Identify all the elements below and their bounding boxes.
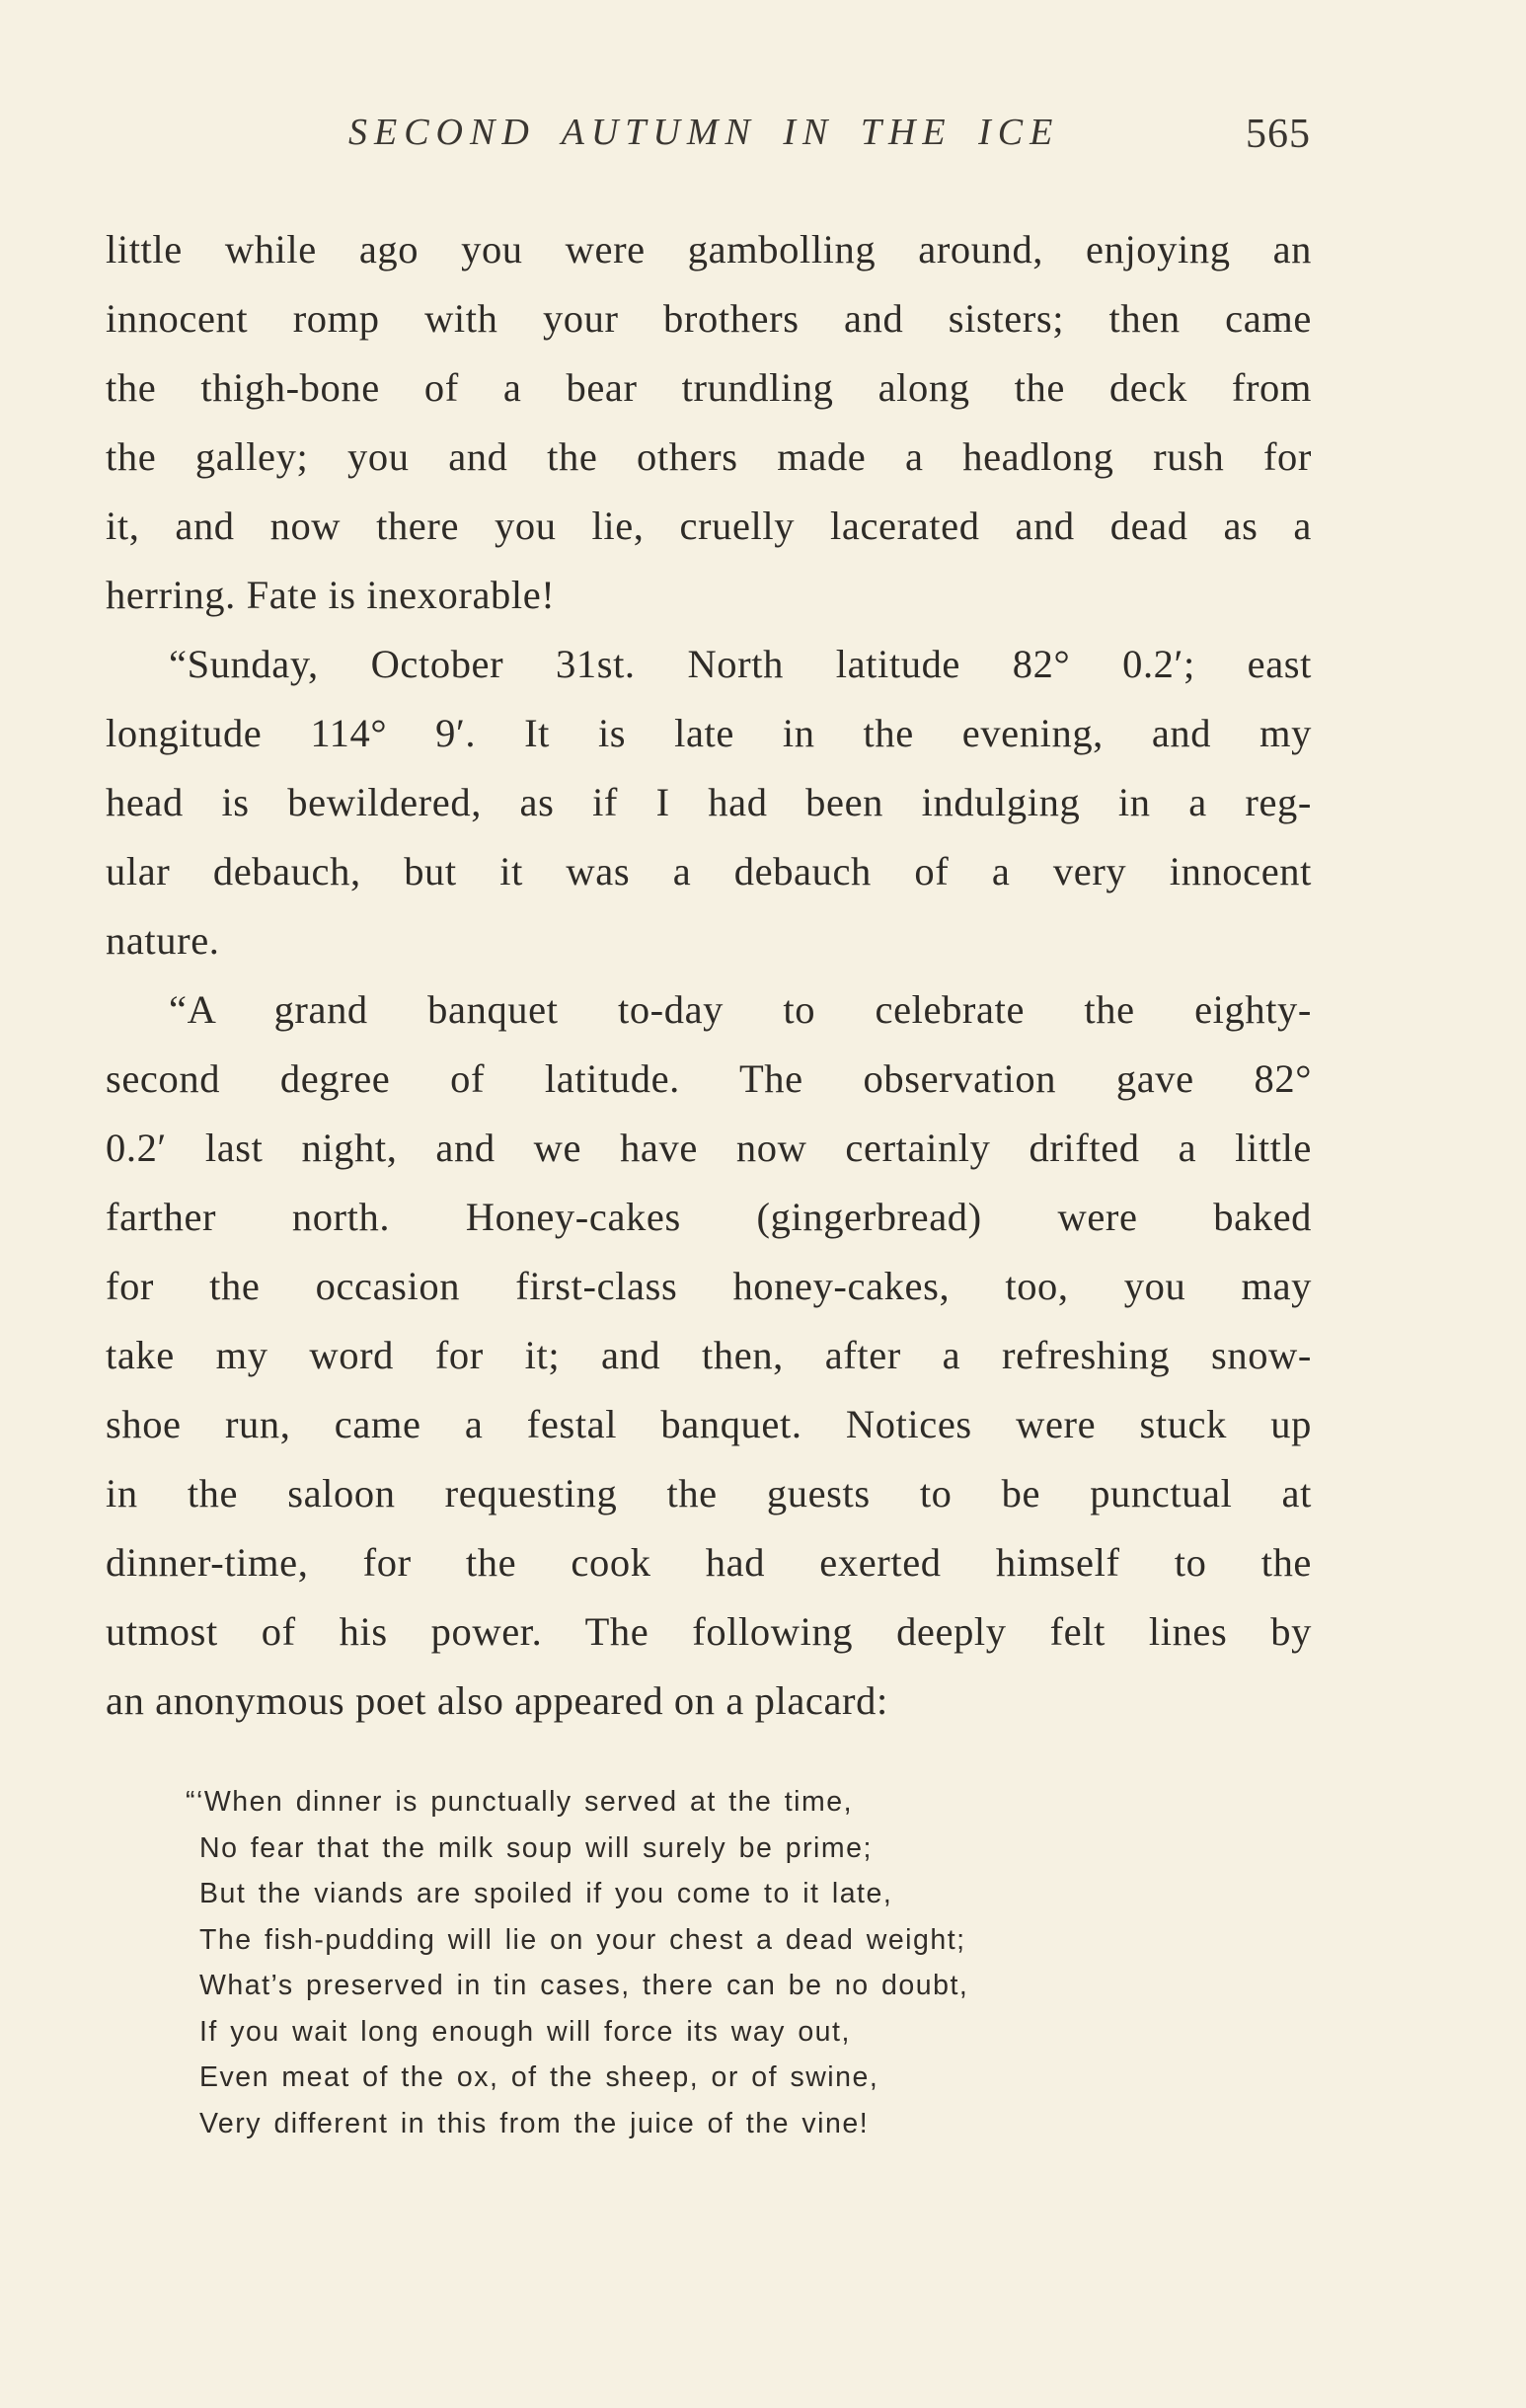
text-line: ular debauch, but it was a debauch of a very innocent [106, 849, 1312, 893]
poem-line: The fish-pudding will lie on your chest a dead weight; [199, 1923, 966, 1956]
poem-block [186, 1779, 1226, 2146]
text-line: farther north. Honey-cakes (gingerbread) were baked [106, 1195, 1312, 1239]
body-text [106, 215, 1312, 1736]
text-line: in the saloon requesting the guests to be punctual at [106, 1471, 1312, 1515]
text-line: innocent romp with your brothers and sisters; then came [106, 296, 1312, 341]
text-line: second degree of latitude. The observation gave 82° [106, 1056, 1312, 1101]
text-line: dinner-time, for the cook had exerted himself to the [106, 1540, 1312, 1585]
poem-line: “‘When dinner is punctually served at the time, [186, 1786, 854, 1818]
text-line: an anonymous poet also appeared on a placard: [106, 1678, 888, 1723]
text-line: it, and now there you lie, cruelly lacerated and dead as a [106, 504, 1312, 548]
text-line: head is bewildered, as if I had been indulging in a reg- [106, 780, 1312, 824]
text-line: the galley; you and the others made a headlong rush for [106, 434, 1312, 479]
text-line: shoe run, came a festal banquet. Notices were stuck up [106, 1402, 1312, 1446]
text-line: 0.2′ last night, and we have now certainly drifted a little [106, 1126, 1312, 1170]
text-line: for the occasion first-class honey-cakes, too, you may [106, 1264, 1312, 1308]
poem-line: No fear that the milk soup will surely be prime; [199, 1831, 873, 1864]
poem-line: Very different in this from the juice of the vine! [199, 2107, 870, 2139]
text-line: nature. [106, 918, 220, 963]
page-number: 565 [1246, 112, 1311, 157]
poem-line: What’s preserved in tin cases, there can be no doubt, [199, 1970, 969, 2001]
text-line: little while ago you were gambolling around, enjoying an [106, 227, 1312, 272]
text-line: “Sunday, October 31st. North latitude 82° 0.2′; east [169, 642, 1312, 686]
running-title: SECOND AUTUMN IN THE ICE [348, 112, 1060, 153]
poem-line: If you wait long enough will force its way out, [199, 2015, 851, 2048]
text-line: the thigh-bone of a bear trundling along the deck from [106, 365, 1312, 410]
running-head [107, 111, 1311, 170]
poem-line: But the viands are spoiled if you come to it late, [199, 1878, 893, 1909]
poem-line: Even meat of the ox, of the sheep, or of swine, [199, 2061, 879, 2093]
text-line: herring. Fate is inexorable! [106, 573, 556, 617]
text-line: utmost of his power. The following deeply felt lines by [106, 1609, 1312, 1654]
text-line: take my word for it; and then, after a refreshing snow- [106, 1333, 1312, 1377]
text-line: “A grand banquet to-day to celebrate the eighty- [169, 987, 1312, 1032]
text-line: longitude 114° 9′. It is late in the evening, and my [106, 711, 1312, 755]
